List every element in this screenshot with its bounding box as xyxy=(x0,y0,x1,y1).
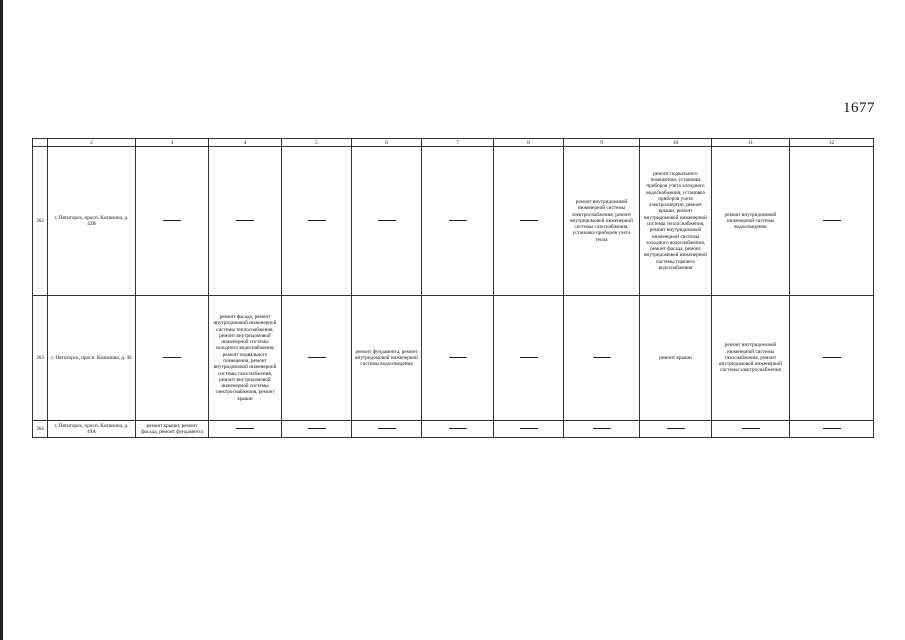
header-row xyxy=(33,139,874,147)
dash-mark xyxy=(378,220,396,221)
empty-cell xyxy=(564,296,640,421)
col-header-9: 9 xyxy=(564,139,640,147)
dash-mark xyxy=(742,428,760,429)
empty-cell xyxy=(422,421,494,438)
repair-schedule-table xyxy=(32,138,874,438)
dash-mark xyxy=(163,357,181,358)
col-header-4: 4 xyxy=(209,139,282,147)
dash-mark xyxy=(667,428,685,429)
col-header-6: 6 xyxy=(352,139,422,147)
work-cell: ремонт подвального помещения, установка приборов учета холодного водоснабжения, установка приборов учета электроэнергии, ремонт крыши, ремонт внутридомовой инженерной системы теплоснабжения, ремонт внутридомовой инженерной системы холодного водоснабжения, ремонт фасада, ремонт внутридомовой инженерной системы горячего водоснабжения xyxy=(640,147,712,296)
empty-cell xyxy=(422,296,494,421)
col-header-8: 8 xyxy=(494,139,564,147)
dash-mark xyxy=(449,428,467,429)
empty-cell xyxy=(790,421,874,438)
dash-mark xyxy=(308,428,326,429)
empty-cell xyxy=(352,147,422,296)
empty-cell xyxy=(494,421,564,438)
work-cell: ремонт крыши xyxy=(640,296,712,421)
empty-cell xyxy=(352,421,422,438)
col-header-5: 5 xyxy=(282,139,352,147)
empty-cell xyxy=(640,421,712,438)
dash-mark xyxy=(823,220,841,221)
empty-cell xyxy=(422,147,494,296)
dash-mark xyxy=(449,357,467,358)
empty-cell xyxy=(136,147,209,296)
dash-mark xyxy=(308,357,326,358)
dash-mark xyxy=(823,357,841,358)
dash-mark xyxy=(236,428,254,429)
col-header-11: 11 xyxy=(712,139,790,147)
col-header-3: 3 xyxy=(136,139,209,147)
dash-mark xyxy=(236,220,254,221)
empty-cell xyxy=(790,147,874,296)
dash-mark xyxy=(593,428,611,429)
table-row xyxy=(33,421,874,438)
dash-mark xyxy=(520,428,538,429)
col-header-12: 12 xyxy=(790,139,874,147)
empty-cell xyxy=(494,147,564,296)
dash-mark xyxy=(593,357,611,358)
work-cell: ремонт внутридомовой инженерной системы газоснабжения, ремонт внутридомовой инженерной системы электроснабжения xyxy=(712,296,790,421)
empty-cell xyxy=(282,147,352,296)
dash-mark xyxy=(520,220,538,221)
work-cell: ремонт внутридомовой инженерной системы электроснабжения, ремонт внутридомовой инженерной системы газоснабжения, установка приборов учета тепла xyxy=(564,147,640,296)
col-header-2: 2 xyxy=(48,139,136,147)
col-header-7: 7 xyxy=(422,139,494,147)
row-number: 362 xyxy=(33,147,48,296)
work-cell: ремонт фасада, ремонт внутридомовой инженерной системы теплоснабжения, ремонт внутридомовой инженерной системы холодного водоснабжения, ремонт подвального помещения, ремонт внутридомовой инженерной системы газоснабжения, ремонт внутридомовой инженерной системы электроснабжения, ремонт крыши xyxy=(209,296,282,421)
table-row xyxy=(33,296,874,421)
dash-mark xyxy=(823,428,841,429)
address-cell: г. Пятигорск, просп. Калинина, д. 48 xyxy=(48,296,136,421)
dash-mark xyxy=(378,428,396,429)
empty-cell xyxy=(712,421,790,438)
empty-cell xyxy=(282,296,352,421)
address-cell: г. Пятигорск, просп. Калинина, д. 49А xyxy=(48,421,136,438)
empty-cell xyxy=(136,296,209,421)
empty-cell xyxy=(282,421,352,438)
row-number: 364 xyxy=(33,421,48,438)
page-left-border xyxy=(0,0,3,640)
work-cell: ремонт крыши, ремонт фасада, ремонт фундамента xyxy=(136,421,209,438)
col-header-1 xyxy=(33,139,48,147)
empty-cell xyxy=(494,296,564,421)
empty-cell xyxy=(564,421,640,438)
work-cell: ремонт фундамента, ремонт внутридомовой инженерной системы водоотведения xyxy=(352,296,422,421)
dash-mark xyxy=(520,357,538,358)
empty-cell xyxy=(790,296,874,421)
empty-cell xyxy=(209,421,282,438)
table-row xyxy=(33,147,874,296)
work-cell: ремонт внутридомовой инженерной системы водоотведения xyxy=(712,147,790,296)
dash-mark xyxy=(308,220,326,221)
address-cell: г. Пятигорск, просп. Калинина, д. 42В xyxy=(48,147,136,296)
col-header-10: 10 xyxy=(640,139,712,147)
dash-mark xyxy=(163,220,181,221)
page-number: 1677 xyxy=(843,100,875,116)
dash-mark xyxy=(449,220,467,221)
row-number: 363 xyxy=(33,296,48,421)
empty-cell xyxy=(209,147,282,296)
